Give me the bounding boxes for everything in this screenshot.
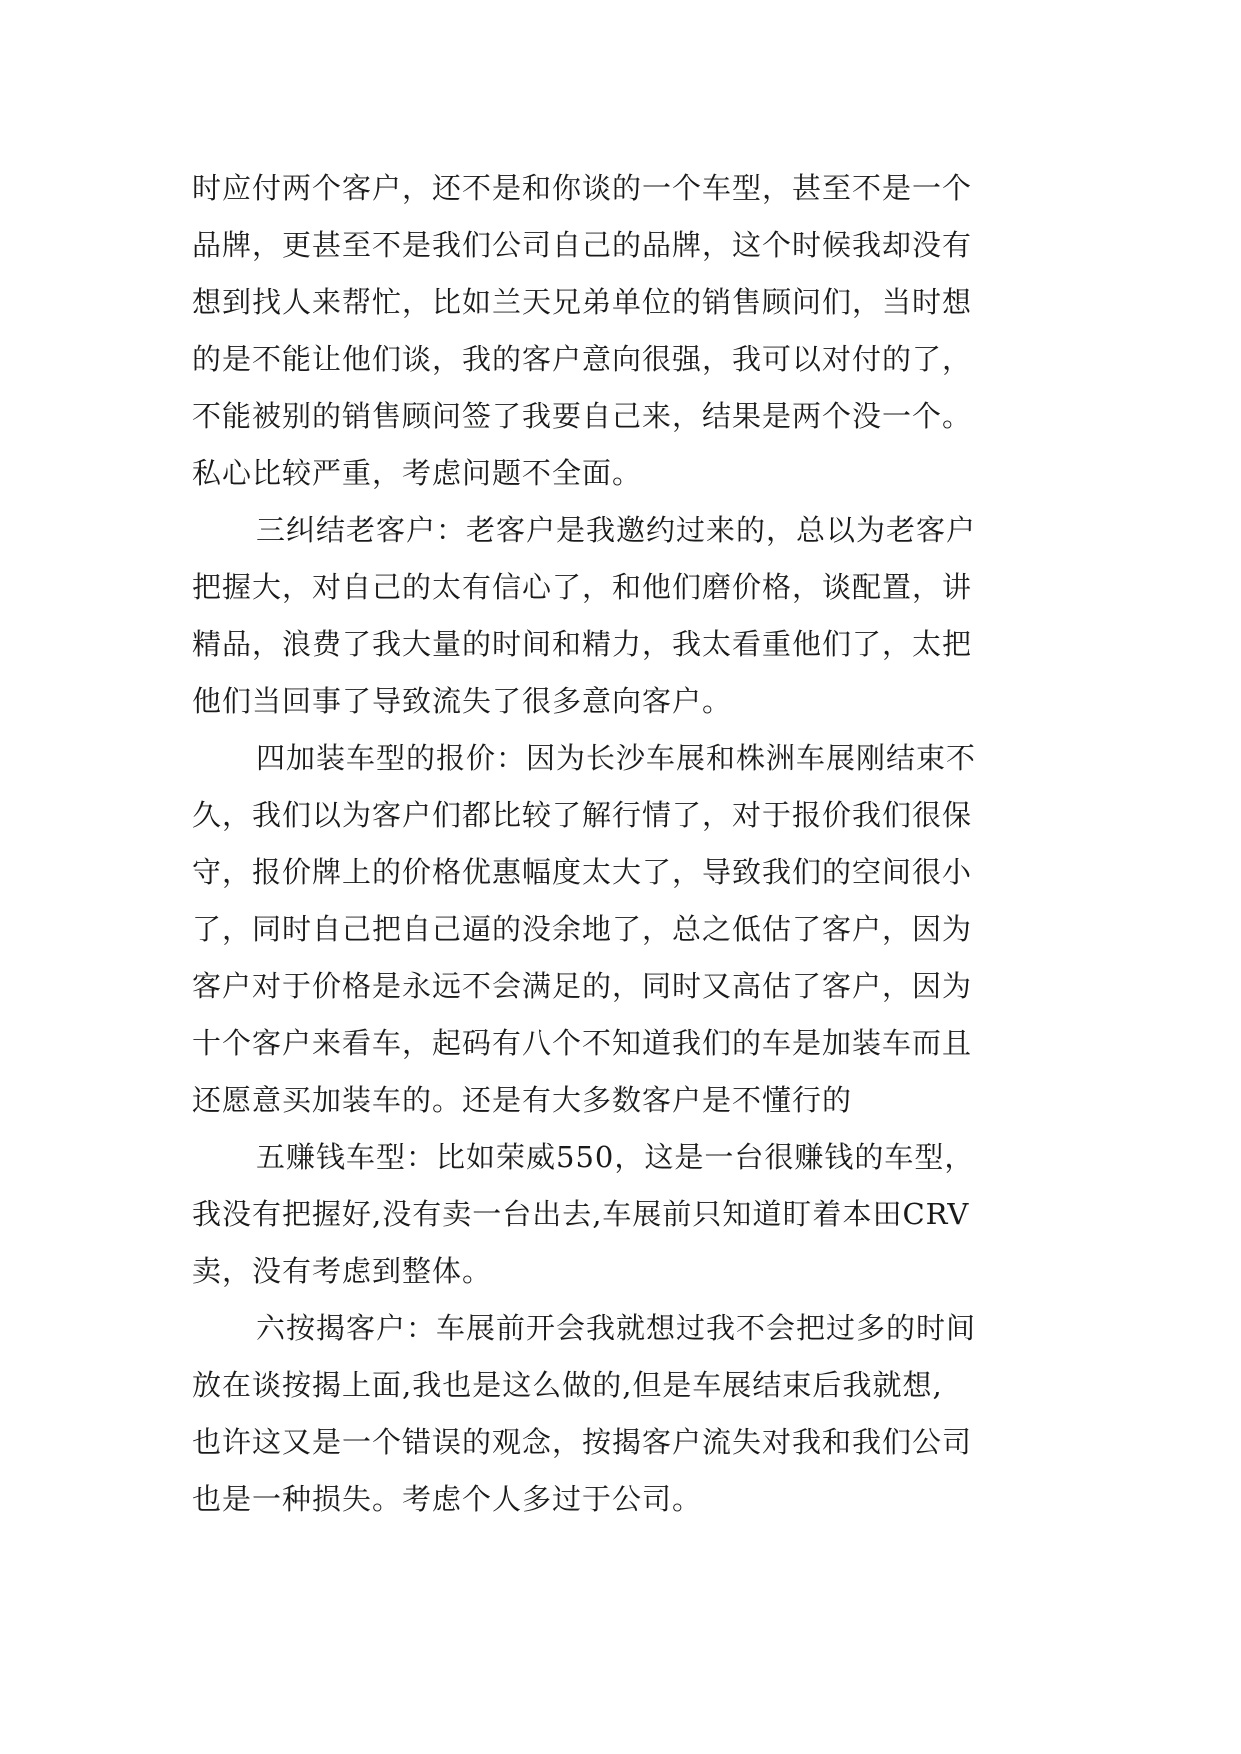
text-line: 客户对于价格是永远不会满足的，同时又高估了客户，因为 xyxy=(192,969,973,1003)
text-line: 了，同时自己把自己逼的没余地了，总之低估了客户，因为 xyxy=(192,912,973,946)
text-line: 不能被别的销售顾问签了我要自己来，结果是两个没一个。 xyxy=(192,399,973,433)
text-line: 卖，没有考虑到整体。 xyxy=(192,1254,493,1288)
text-line: 精品，浪费了我大量的时间和精力，我太看重他们了，太把 xyxy=(192,627,973,661)
text-line: 时应付两个客户，还不是和你谈的一个车型，甚至不是一个 xyxy=(192,171,973,205)
text-line: 想到找人来帮忙，比如兰天兄弟单位的销售顾问们，当时想 xyxy=(192,285,973,319)
text-line: 守，报价牌上的价格优惠幅度太大了，导致我们的空间很小 xyxy=(192,855,973,889)
text-line: 还愿意买加装车的。还是有大多数客户是不懂行的 xyxy=(192,1083,853,1117)
text-line: 把握大，对自己的太有信心了，和他们磨价格，谈配置，讲 xyxy=(192,570,973,604)
text-line: 十个客户来看车，起码有八个不知道我们的车是加装车而且 xyxy=(192,1026,973,1060)
text-line: 品牌，更甚至不是我们公司自己的品牌，这个时候我却没有 xyxy=(192,228,973,262)
paragraph-start-line: 六按揭客户：车展前开会我就想过我不会把过多的时间 xyxy=(256,1311,977,1345)
paragraph-start-line: 五赚钱车型：比如荣威550，这是一台很赚钱的车型， xyxy=(256,1140,975,1174)
text-line: 久，我们以为客户们都比较了解行情了，对于报价我们很保 xyxy=(192,798,973,832)
text-line: 也许这又是一个错误的观念，按揭客户流失对我和我们公司 xyxy=(192,1425,973,1459)
text-line: 我没有把握好,没有卖一台出去,车展前只知道盯着本田CRV xyxy=(192,1197,970,1231)
text-line: 的是不能让他们谈，我的客户意向很强，我可以对付的了， xyxy=(192,342,973,376)
text-line: 也是一种损失。考虑个人多过于公司。 xyxy=(192,1482,703,1516)
paragraph-start-line: 四加装车型的报价：因为长沙车展和株洲车展刚结束不 xyxy=(256,741,977,775)
document-body xyxy=(192,160,1052,1528)
paragraph-start-line: 三纠结老客户：老客户是我邀约过来的，总以为老客户 xyxy=(256,513,977,547)
text-line: 放在谈按揭上面,我也是这么做的,但是车展结束后我就想, xyxy=(192,1368,943,1402)
text-line: 他们当回事了导致流失了很多意向客户。 xyxy=(192,684,733,718)
text-line: 私心比较严重，考虑问题不全面。 xyxy=(192,456,643,490)
